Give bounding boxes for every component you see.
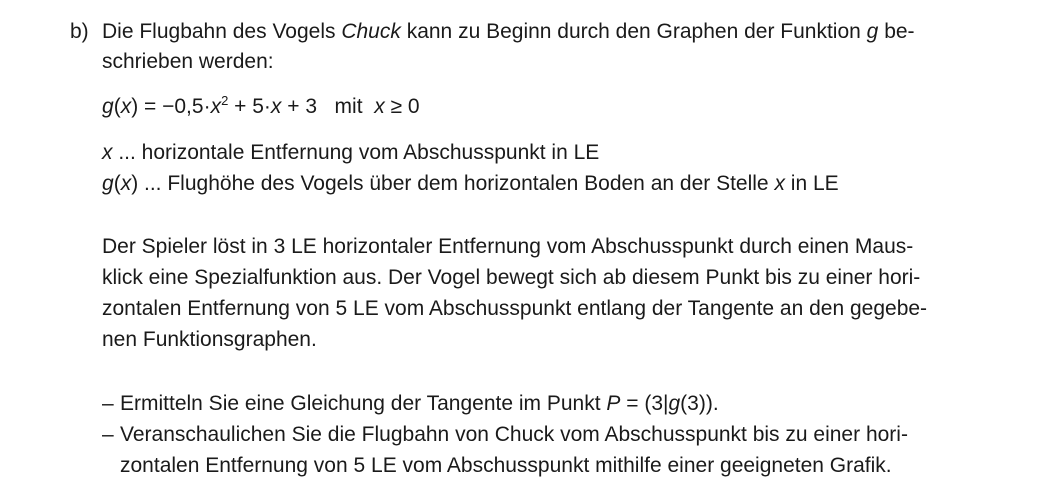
formula-part: + 3 mit — [281, 95, 375, 118]
formula-condition: ≥ 0 — [384, 95, 420, 118]
task-text: Ermitteln Sie eine Gleichung der Tangente im Punkt — [120, 392, 607, 415]
task-bullet: – — [102, 423, 114, 446]
formula-part: ) = −0,5· — [131, 95, 211, 118]
intro-line-2: schrieben werden: — [102, 50, 274, 73]
function-formula: $g(x) = -0,5\cdot x^2 + 5\cdot x + 3$ mit x ≥ 0 — [102, 93, 420, 118]
variable-x: x — [120, 172, 132, 195]
task-1 — [120, 388, 719, 419]
paragraph-line: klick eine Spezialfunktion aus. Der Vogel bewegt sich ab diesem Punkt bis zu einer hori- — [102, 266, 921, 289]
variable-x: x — [102, 141, 113, 164]
formula-part: + 5· — [228, 95, 271, 118]
bird-name: Chuck — [341, 20, 401, 43]
function-name: g — [668, 392, 681, 415]
task-2-line-1: Veranschaulichen Sie die Flugbahn von Chuck vom Abschusspunkt bis zu einer hori- — [120, 423, 908, 446]
task-bullet: – — [102, 392, 114, 415]
intro-text: kann zu Beginn durch den Graphen der Funktion — [400, 20, 867, 43]
formula-x: x — [120, 95, 132, 118]
function-name: g — [866, 20, 879, 43]
task-2-line-2: zontalen Entfernung von 5 LE vom Abschusspunkt mithilfe einer geeigneten Grafik. — [120, 454, 892, 477]
definition-text: ) ... Flughöhe des Vogels über dem horizontalen Boden an der Stelle — [131, 172, 775, 195]
task-text: (3)). — [680, 392, 719, 415]
definition-x — [102, 137, 599, 168]
formula-g: g — [102, 95, 114, 118]
intro-line-1 — [102, 16, 915, 47]
task-text: = (3| — [620, 392, 669, 415]
intro-text: be- — [878, 20, 915, 43]
paragraph-line: nen Funktionsgraphen. — [102, 328, 317, 351]
intro-text: Die Flugbahn des Vogels — [102, 20, 342, 43]
definition-g: g(x) ... Flughöhe des Vogels über dem horizontalen Boden an der Stelle x in LE — [102, 172, 839, 195]
task-label: b) — [70, 20, 89, 43]
formula-x: x — [374, 95, 385, 118]
point-P: P — [606, 392, 621, 415]
definition-text: ... horizontale Entfernung vom Abschusspunkt in LE — [112, 141, 600, 164]
paragraph-line: Der Spieler löst in 3 LE horizontaler Entfernung vom Abschusspunkt durch einen Maus- — [102, 235, 914, 258]
definition-text: in LE — [784, 172, 839, 195]
variable-x: x — [774, 172, 785, 195]
paragraph-line: zontalen Entfernung von 5 LE vom Abschusspunkt entlang der Tangente an den gegebe- — [102, 297, 928, 320]
formula-x: x — [270, 95, 282, 118]
formula-exponent: 2 — [221, 93, 229, 108]
variable-g: g — [102, 172, 114, 195]
formula-x: x — [210, 95, 222, 118]
